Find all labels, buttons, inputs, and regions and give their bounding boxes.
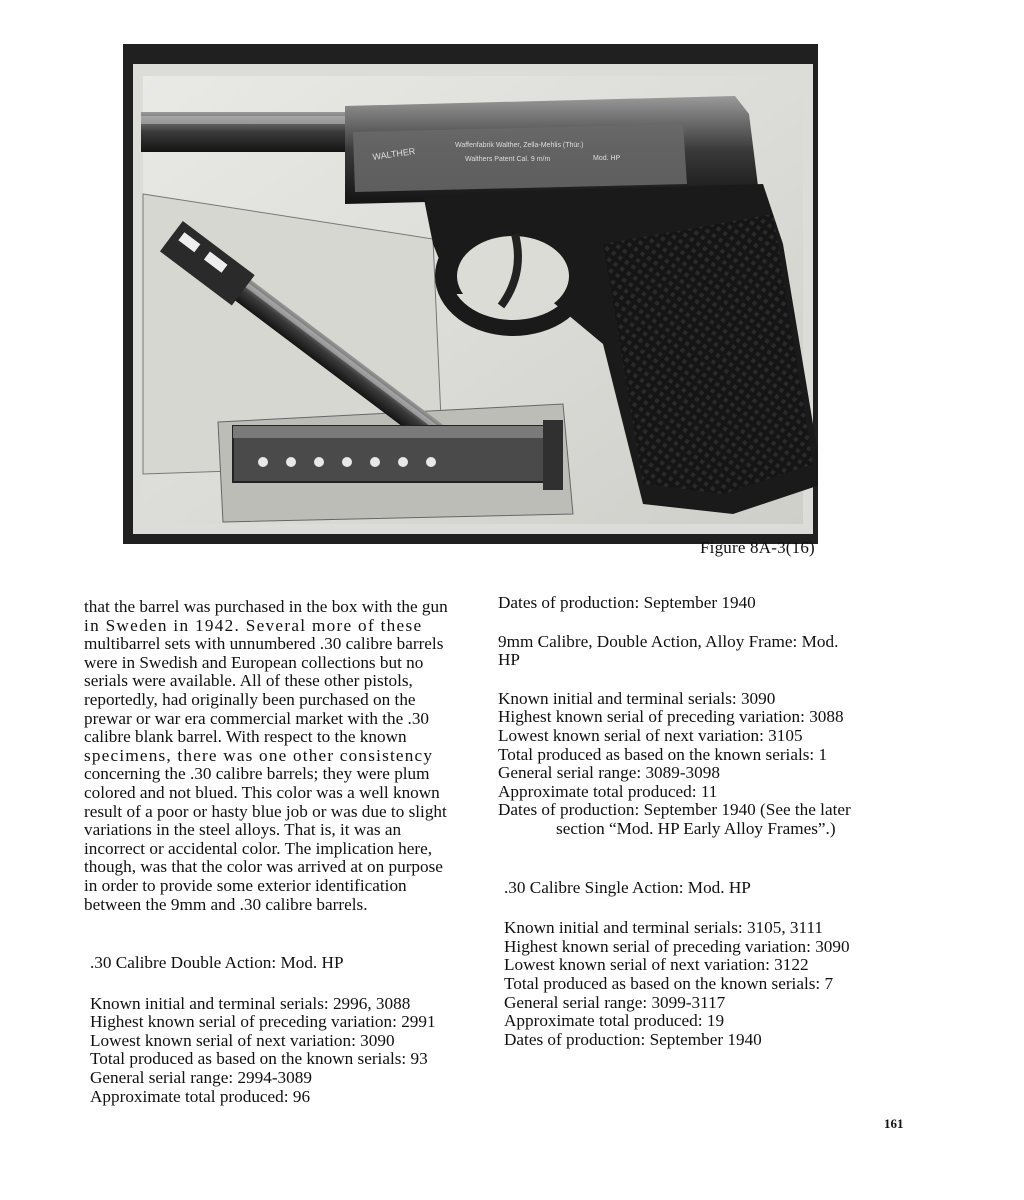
paragraph-line: that the barrel was purchased in the box with the gun <box>84 597 448 616</box>
detail-line: General serial range: 2994-3089 <box>90 1068 312 1088</box>
section-details <box>84 995 477 1107</box>
paragraph-line: concerning the .30 calibre barrels; they were plum <box>84 764 430 784</box>
page-number: 161 <box>884 1116 904 1131</box>
paragraph-line: incorrect or accidental color. The implication here, <box>84 838 433 858</box>
pistol-case-illustration <box>123 44 818 544</box>
section-heading <box>498 633 894 670</box>
paragraph-line: between the 9mm and .30 calibre barrels. <box>84 894 368 914</box>
slide-marking-walther: WALTHER <box>371 146 416 162</box>
detail-line: Dates of production: September 1940 <box>504 1029 762 1049</box>
paragraph-line: variations in the steel alloys. That is, it was an <box>84 820 402 840</box>
slide-marking-model: Mod. HP <box>593 155 621 162</box>
section-heading-line: HP <box>498 650 520 670</box>
paragraph-line: in Sweden in 1942. Several more of these <box>84 615 423 635</box>
detail-line: Highest known serial of preceding variation: 3088 <box>498 707 844 727</box>
detail-continuation-line: section “Mod. HP Early Alloy Frames”.) <box>556 818 836 838</box>
detail-line: Highest known serial of preceding variation: 2991 <box>90 1012 436 1032</box>
detail-line: Approximate total produced: 96 <box>90 1086 311 1106</box>
detail-line: Known initial and terminal serials: 2996, 3088 <box>90 993 411 1013</box>
section-details <box>498 919 894 1049</box>
left-column <box>84 598 477 1106</box>
paragraph-line: multibarrel sets with unnumbered .30 calibre barrels <box>84 634 444 654</box>
detail-line: Approximate total produced: 11 <box>498 781 718 801</box>
paragraph-line: reportedly, had originally been purchased on the <box>84 689 416 709</box>
right-column <box>498 594 894 1049</box>
detail-line: Dates of production: September 1940 (See the later <box>498 800 851 820</box>
detail-line: General serial range: 3089-3098 <box>498 763 720 783</box>
dates-of-production-line: Dates of production: September 1940 <box>498 593 756 612</box>
detail-line: Known initial and terminal serials: 3090 <box>498 688 776 708</box>
detail-line: Total produced as based on the known serials: 93 <box>90 1049 428 1069</box>
slide-marking-factory: Waffenfabrik Walther, Zella-Mehlis (Thür.) <box>455 142 584 149</box>
figure-photo <box>123 44 818 544</box>
paragraph-line: specimens, there was one other consistency <box>84 745 434 765</box>
section-heading-line: 9mm Calibre, Double Action, Alloy Frame: Mod. <box>498 631 839 651</box>
detail-line: Total produced as based on the known serials: 1 <box>498 744 828 764</box>
paragraph-line: prewar or war era commercial market with the .30 <box>84 708 430 728</box>
paragraph-line: result of a poor or hasty blue job or was due to slight <box>84 801 447 821</box>
paragraph-line: calibre blank barrel. With respect to the known <box>84 727 407 747</box>
body-paragraph <box>84 598 477 914</box>
section-heading: .30 Calibre Single Action: Mod. HP <box>504 877 751 897</box>
detail-line: General serial range: 3099-3117 <box>504 992 726 1012</box>
detail-line: Lowest known serial of next variation: 3090 <box>90 1030 395 1050</box>
detail-line: Approximate total produced: 19 <box>504 1011 725 1031</box>
section-details <box>498 690 894 839</box>
detail-line: Total produced as based on the known serials: 7 <box>504 973 834 993</box>
paragraph-line: in order to provide some exterior identification <box>84 875 407 895</box>
paragraph-line: though, was that the color was arrived at on purpose <box>84 857 443 877</box>
detail-line: Known initial and terminal serials: 3105, 3111 <box>504 918 824 938</box>
section-heading: .30 Calibre Double Action: Mod. HP <box>90 953 344 973</box>
detail-line: Lowest known serial of next variation: 3122 <box>504 955 809 975</box>
detail-line: Lowest known serial of next variation: 3105 <box>498 725 803 745</box>
paragraph-line: were in Swedish and European collections but no <box>84 652 424 672</box>
figure-caption: Figure 8A-3(16) <box>700 538 815 557</box>
paragraph-line: serials were available. All of these other pistols, <box>84 671 413 691</box>
paragraph-line: colored and not blued. This color was a well known <box>84 782 440 802</box>
detail-line: Highest known serial of preceding variation: 3090 <box>504 936 850 956</box>
slide-marking-patent: Walthers Patent Cal. 9 m/m <box>465 156 551 163</box>
